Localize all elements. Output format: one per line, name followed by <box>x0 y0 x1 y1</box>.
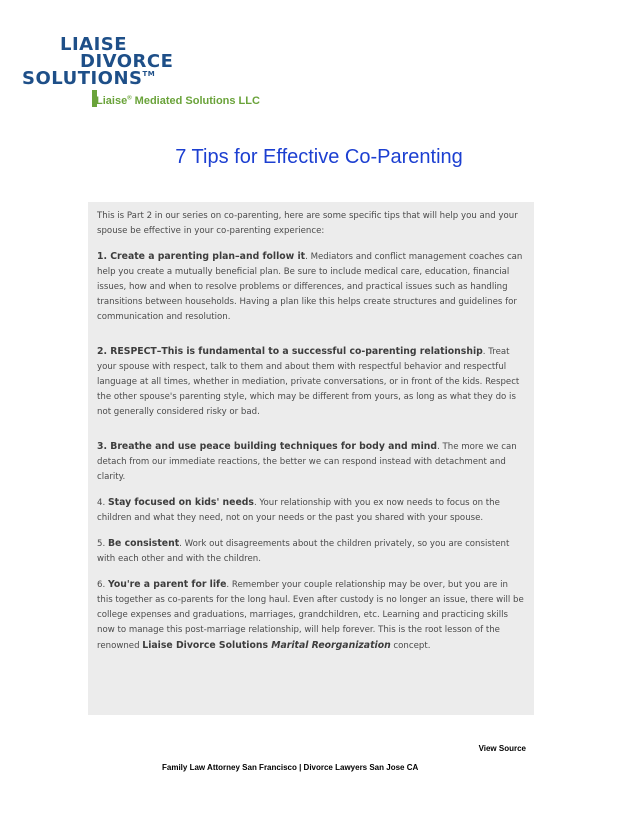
tip-6-heading: You're a parent for life <box>107 579 227 590</box>
tip-5-heading: Be consistent <box>107 538 180 549</box>
tip-4-text: . Your relationship with you ex now needs to focus on the children and what they need, not on your needs or the past you shared with your spouse. <box>97 498 500 523</box>
company-logo[interactable] <box>22 36 262 110</box>
logo-subtitle: Liaise® Mediated Solutions LLC <box>96 95 260 107</box>
logo-line-divorce: DIVORCE <box>80 51 174 72</box>
tip-2-heading: 2. RESPECT–This is fundamental to a successful co-parenting relationship <box>97 346 483 357</box>
brand-concept: Marital Reorganization <box>271 640 391 651</box>
tip-2 <box>97 344 525 420</box>
tip-3 <box>97 439 525 485</box>
footer-links[interactable]: Family Law Attorney San Francisco | Divorce Lawyers San Jose CA <box>162 763 419 772</box>
tip-1-heading: 1. Create a parenting plan–and follow it <box>97 251 306 262</box>
logo-line-liaise: LIAISE <box>60 34 128 55</box>
tip-3-heading: 3. Breathe and use peace building techniques for body and mind <box>97 441 438 452</box>
tip-4: 4. Stay focused on kids' needs. Your relationship with you ex now needs to focus on the children and what they need, not on your needs or the past you shared with your spouse. <box>97 497 500 523</box>
tip-5: 5. Be consistent. Work out disagreements about the children privately, so you are consistent with each other and with the children. <box>97 538 510 564</box>
view-source-link[interactable]: View Source <box>478 744 526 753</box>
tip-1-text: . Mediators and conflict management coaches can help you create a mutually beneficial plan. Be sure to include medical care, education, financial issues, how and when to resolve problems or differences, and practical issues such as handling transitions between households. Having a plan like this helps create structures and guidelines for communication and resolution. <box>97 252 523 322</box>
brand-name: Liaise Divorce Solutions <box>142 640 272 651</box>
tip-4-heading: Stay focused on kids' needs <box>107 497 254 508</box>
tip-1 <box>97 249 525 325</box>
logo-line-solutions: SOLUTIONS™ <box>22 68 156 89</box>
tip-2-text: . Treat your spouse with respect, talk to them and about them with respectful behavior and respectful language at all times, whether in mediation, private conversations, or in front of the kids. Respect the other spouse's parenting style, which may be different from yours, as long as what they do is not generally considered risky or bad. <box>97 347 520 417</box>
intro-paragraph: This is Part 2 in our series on co-parenting, here are some specific tips that will help you and your spouse be effective in your co-parenting experience: <box>97 211 518 236</box>
tip-3-text: . The more we can detach from our immediate reactions, the better we can respond instead with detachment and clarity. <box>97 442 517 482</box>
tip-6-text: . Remember your couple relationship may be over, but you are in this together as co-parents for the long haul. Even after custody is no longer an issue, there will be college expenses and graduations, marriages, grandchildren, etc. Learning and practicing skills now to manage this post-marriage relationship, will help forever. This is the root lesson of the renowned <box>97 580 524 651</box>
article-image-panel <box>88 202 534 715</box>
tip-5-text: . Work out disagreements about the children privately, so you are consistent with each other and with the children. <box>97 539 510 564</box>
article-content <box>97 209 525 664</box>
page-title: 7 Tips for Effective Co-Parenting <box>175 146 463 168</box>
tip-6: 6. You're a parent for life. Remember your couple relationship may be over, but you are in this together as co-parents for the long haul. Even after custody is no longer an issue, there will be college expenses and graduations, marriages, grandchildren, etc. Learning and practicing skills now to manage this post-marriage relationship, will help forever. This is the root lesson of the renowned Liaise Divorce Solutions Marital Reorganization concept. <box>97 579 524 651</box>
